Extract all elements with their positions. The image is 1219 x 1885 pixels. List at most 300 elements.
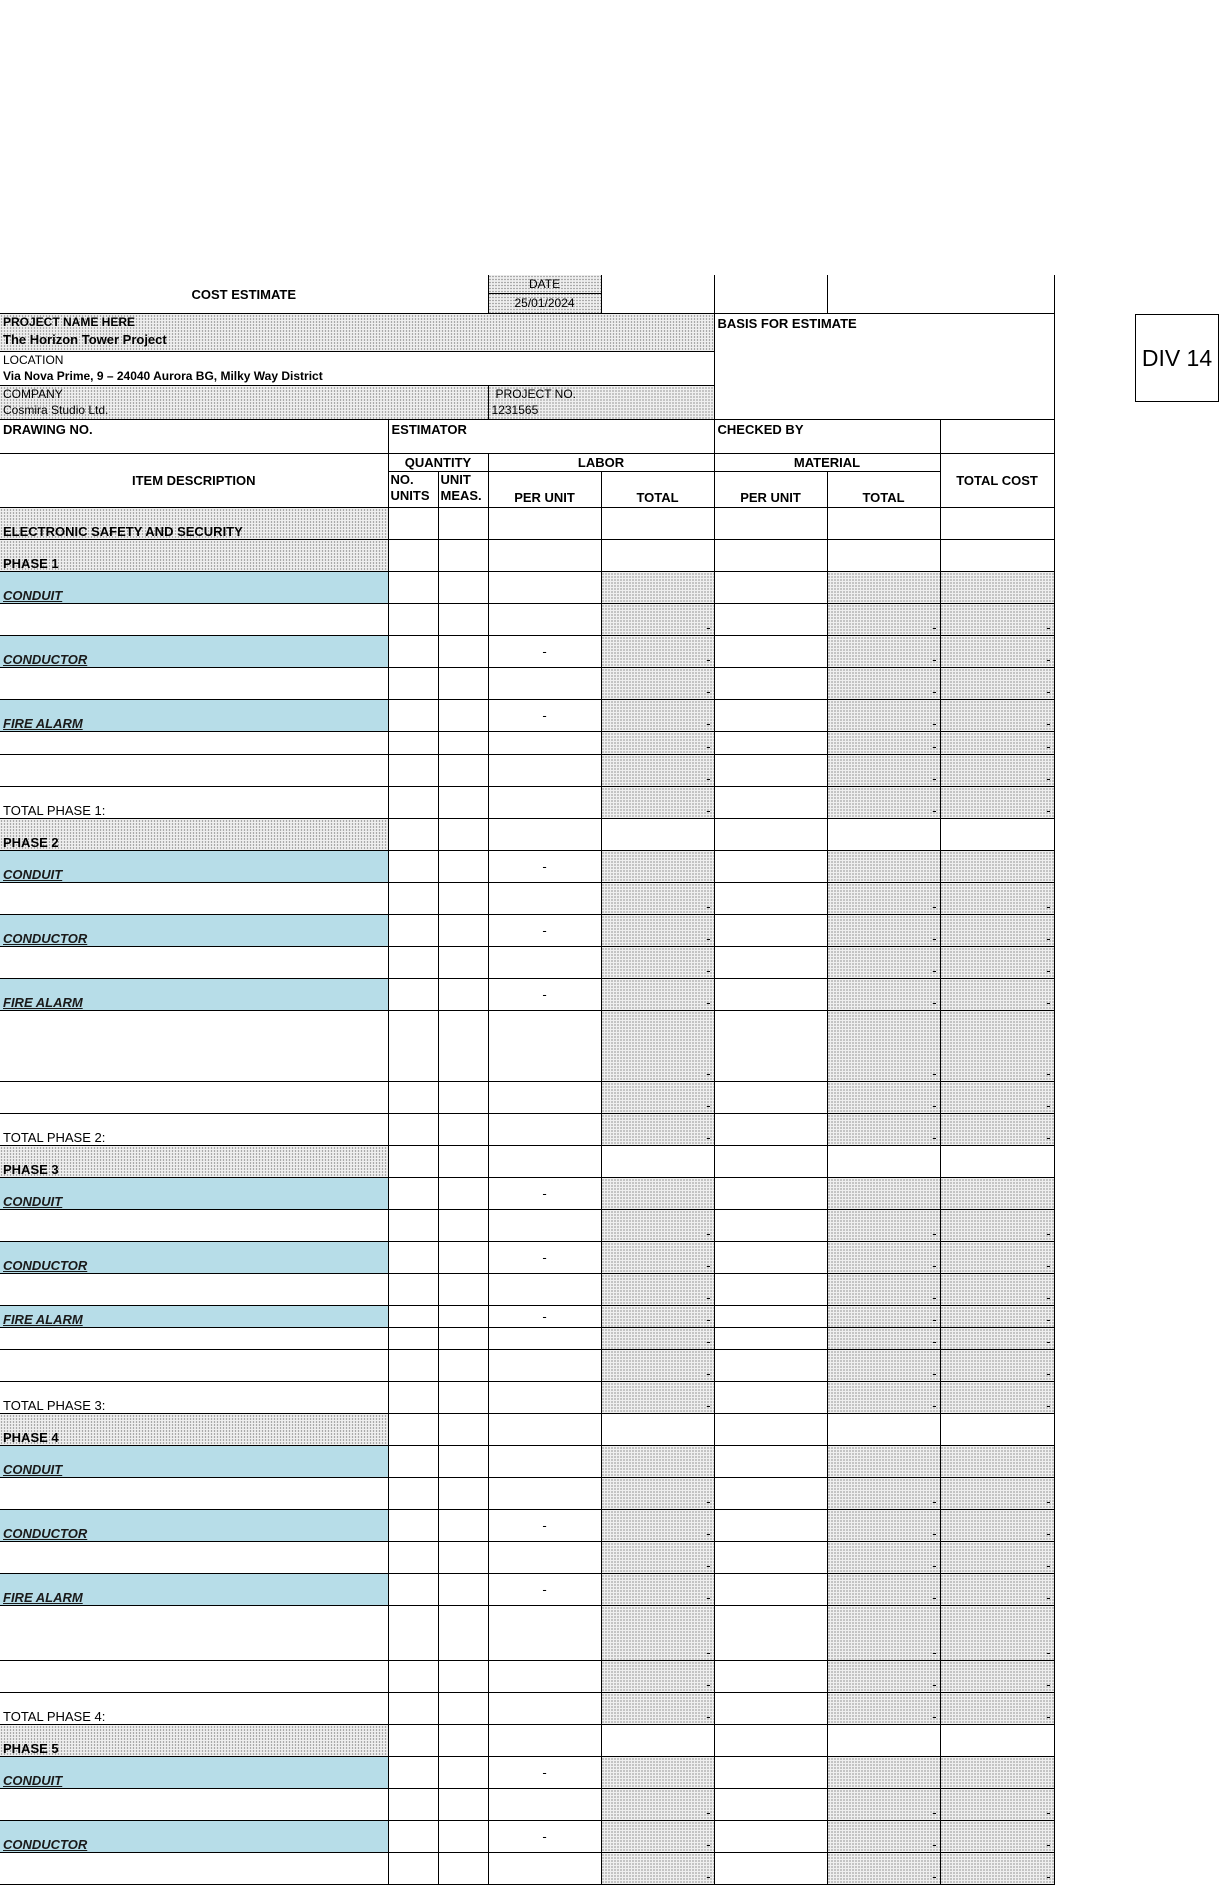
material-per-unit-cell[interactable] (714, 1693, 827, 1725)
no-units-cell[interactable] (388, 572, 438, 604)
unit-meas-cell[interactable] (438, 787, 488, 819)
labor-per-unit-cell[interactable]: - (488, 1574, 601, 1606)
unit-meas-cell[interactable] (438, 1446, 488, 1478)
total-cost-cell[interactable]: - (940, 1306, 1054, 1328)
no-units-cell[interactable] (388, 1274, 438, 1306)
labor-total-cell[interactable]: - (601, 1382, 714, 1414)
unit-meas-cell[interactable] (438, 1242, 488, 1274)
labor-per-unit-cell[interactable]: - (488, 979, 601, 1011)
labor-per-unit-cell[interactable] (488, 1725, 601, 1757)
category-label[interactable]: CONDUCTOR (0, 636, 388, 668)
total-cost-cell[interactable]: - (940, 636, 1054, 668)
material-per-unit-cell[interactable] (714, 1725, 827, 1757)
material-total-cell[interactable]: - (827, 1574, 940, 1606)
unit-meas-cell[interactable] (438, 947, 488, 979)
no-units-cell[interactable] (388, 1210, 438, 1242)
labor-total-cell[interactable]: - (601, 1082, 714, 1114)
no-units-cell[interactable] (388, 1725, 438, 1757)
material-per-unit-cell[interactable] (714, 636, 827, 668)
unit-meas-cell[interactable] (438, 1789, 488, 1821)
material-per-unit-cell[interactable] (714, 1178, 827, 1210)
labor-total-cell[interactable]: - (601, 1011, 714, 1082)
labor-total-cell[interactable]: - (601, 1210, 714, 1242)
total-cost-cell[interactable] (940, 1446, 1054, 1478)
category-label[interactable]: FIRE ALARM (0, 979, 388, 1011)
item-description[interactable] (0, 604, 388, 636)
material-per-unit-cell[interactable] (714, 540, 827, 572)
phase-label[interactable]: PHASE 3 (0, 1146, 388, 1178)
category-label[interactable]: CONDUIT (0, 1446, 388, 1478)
unit-meas-cell[interactable] (438, 1478, 488, 1510)
labor-total-cell[interactable]: - (601, 1274, 714, 1306)
material-total-cell[interactable]: - (827, 1306, 940, 1328)
category-label[interactable]: CONDUCTOR (0, 1821, 388, 1853)
category-label[interactable]: CONDUCTOR (0, 1510, 388, 1542)
cell[interactable] (940, 508, 1054, 540)
labor-total-cell[interactable] (601, 572, 714, 604)
unit-meas-cell[interactable] (438, 1606, 488, 1661)
material-per-unit-cell[interactable] (714, 819, 827, 851)
unit-meas-cell[interactable] (438, 1542, 488, 1574)
unit-meas-cell[interactable] (438, 883, 488, 915)
labor-per-unit-cell[interactable] (488, 1853, 601, 1885)
material-total-cell[interactable]: - (827, 1853, 940, 1885)
material-total-cell[interactable]: - (827, 1114, 940, 1146)
total-cost-cell[interactable] (940, 1757, 1054, 1789)
labor-total-cell[interactable] (601, 1725, 714, 1757)
no-units-cell[interactable] (388, 1114, 438, 1146)
phase-label[interactable]: PHASE 5 (0, 1725, 388, 1757)
no-units-cell[interactable] (388, 851, 438, 883)
total-cost-cell[interactable] (940, 1146, 1054, 1178)
labor-total-cell[interactable] (601, 1414, 714, 1446)
labor-total-cell[interactable]: - (601, 979, 714, 1011)
labor-per-unit-cell[interactable]: - (488, 1306, 601, 1328)
no-units-cell[interactable] (388, 1661, 438, 1693)
no-units-cell[interactable] (388, 1350, 438, 1382)
material-total-cell[interactable]: - (827, 1274, 940, 1306)
total-cost-cell[interactable]: - (940, 915, 1054, 947)
labor-total-cell[interactable]: - (601, 1510, 714, 1542)
labor-per-unit-cell[interactable]: - (488, 1821, 601, 1853)
labor-total-cell[interactable]: - (601, 668, 714, 700)
material-per-unit-cell[interactable] (714, 1606, 827, 1661)
unit-meas-cell[interactable] (438, 732, 488, 755)
material-total-cell[interactable]: - (827, 1210, 940, 1242)
material-total-cell[interactable] (827, 1725, 940, 1757)
labor-total-cell[interactable]: - (601, 1821, 714, 1853)
cell[interactable] (438, 508, 488, 540)
item-description[interactable] (0, 732, 388, 755)
labor-per-unit-cell[interactable] (488, 540, 601, 572)
unit-meas-cell[interactable] (438, 819, 488, 851)
phase-total-label[interactable]: TOTAL PHASE 2: (0, 1114, 388, 1146)
unit-meas-cell[interactable] (438, 604, 488, 636)
item-description[interactable] (0, 755, 388, 787)
material-per-unit-cell[interactable] (714, 1510, 827, 1542)
no-units-cell[interactable] (388, 1510, 438, 1542)
unit-meas-cell[interactable] (438, 668, 488, 700)
material-per-unit-cell[interactable] (714, 668, 827, 700)
total-cost-cell[interactable]: - (940, 787, 1054, 819)
item-description[interactable] (0, 1789, 388, 1821)
labor-total-cell[interactable] (601, 1757, 714, 1789)
material-total-cell[interactable]: - (827, 1789, 940, 1821)
no-units-cell[interactable] (388, 755, 438, 787)
material-total-cell[interactable] (827, 1414, 940, 1446)
unit-meas-cell[interactable] (438, 1853, 488, 1885)
unit-meas-cell[interactable] (438, 1382, 488, 1414)
labor-total-cell[interactable] (601, 1446, 714, 1478)
item-description[interactable] (0, 1210, 388, 1242)
unit-meas-cell[interactable] (438, 1306, 488, 1328)
material-per-unit-cell[interactable] (714, 883, 827, 915)
total-cost-cell[interactable]: - (940, 947, 1054, 979)
material-per-unit-cell[interactable] (714, 1574, 827, 1606)
labor-per-unit-cell[interactable] (488, 1146, 601, 1178)
no-units-cell[interactable] (388, 883, 438, 915)
material-total-cell[interactable]: - (827, 700, 940, 732)
labor-per-unit-cell[interactable] (488, 1414, 601, 1446)
category-label[interactable]: CONDUIT (0, 1757, 388, 1789)
total-cost-cell[interactable]: - (940, 1510, 1054, 1542)
material-total-cell[interactable]: - (827, 947, 940, 979)
total-cost-cell[interactable]: - (940, 1011, 1054, 1082)
no-units-cell[interactable] (388, 1382, 438, 1414)
total-cost-cell[interactable]: - (940, 1082, 1054, 1114)
material-per-unit-cell[interactable] (714, 1542, 827, 1574)
labor-per-unit-cell[interactable]: - (488, 636, 601, 668)
unit-meas-cell[interactable] (438, 1011, 488, 1082)
labor-total-cell[interactable] (601, 819, 714, 851)
no-units-cell[interactable] (388, 1606, 438, 1661)
total-cost-cell[interactable]: - (940, 1693, 1054, 1725)
material-total-cell[interactable]: - (827, 1242, 940, 1274)
unit-meas-cell[interactable] (438, 1725, 488, 1757)
no-units-cell[interactable] (388, 1446, 438, 1478)
total-cost-cell[interactable]: - (940, 883, 1054, 915)
material-per-unit-cell[interactable] (714, 1306, 827, 1328)
material-total-cell[interactable] (827, 1178, 940, 1210)
material-total-cell[interactable]: - (827, 1478, 940, 1510)
material-per-unit-cell[interactable] (714, 732, 827, 755)
phase-total-label[interactable]: TOTAL PHASE 3: (0, 1382, 388, 1414)
labor-total-cell[interactable] (601, 1146, 714, 1178)
labor-total-cell[interactable]: - (601, 732, 714, 755)
item-description[interactable] (0, 1606, 388, 1661)
material-per-unit-cell[interactable] (714, 604, 827, 636)
unit-meas-cell[interactable] (438, 1414, 488, 1446)
material-total-cell[interactable]: - (827, 1542, 940, 1574)
labor-per-unit-cell[interactable] (488, 1478, 601, 1510)
total-cost-cell[interactable]: - (940, 1542, 1054, 1574)
material-per-unit-cell[interactable] (714, 1478, 827, 1510)
category-label[interactable]: CONDUIT (0, 851, 388, 883)
unit-meas-cell[interactable] (438, 1274, 488, 1306)
labor-per-unit-cell[interactable] (488, 1328, 601, 1350)
total-cost-cell[interactable]: - (940, 1478, 1054, 1510)
material-per-unit-cell[interactable] (714, 1789, 827, 1821)
item-description[interactable] (0, 1082, 388, 1114)
no-units-cell[interactable] (388, 787, 438, 819)
labor-total-cell[interactable]: - (601, 1328, 714, 1350)
labor-total-cell[interactable]: - (601, 1789, 714, 1821)
date-cell[interactable] (488, 275, 601, 314)
no-units-cell[interactable] (388, 1082, 438, 1114)
no-units-cell[interactable] (388, 1757, 438, 1789)
material-per-unit-cell[interactable] (714, 1853, 827, 1885)
unit-meas-cell[interactable] (438, 1146, 488, 1178)
category-label[interactable]: FIRE ALARM (0, 1306, 388, 1328)
item-description[interactable] (0, 1350, 388, 1382)
labor-per-unit-cell[interactable]: - (488, 1242, 601, 1274)
labor-total-cell[interactable]: - (601, 755, 714, 787)
material-per-unit-cell[interactable] (714, 1114, 827, 1146)
unit-meas-cell[interactable] (438, 1350, 488, 1382)
unit-meas-cell[interactable] (438, 700, 488, 732)
material-total-cell[interactable]: - (827, 915, 940, 947)
material-total-cell[interactable] (827, 819, 940, 851)
unit-meas-cell[interactable] (438, 1661, 488, 1693)
material-total-cell[interactable]: - (827, 604, 940, 636)
project-name-cell[interactable] (0, 314, 714, 352)
material-per-unit-cell[interactable] (714, 979, 827, 1011)
material-total-cell[interactable]: - (827, 1693, 940, 1725)
unit-meas-cell[interactable] (438, 1328, 488, 1350)
labor-total-cell[interactable]: - (601, 1661, 714, 1693)
material-per-unit-cell[interactable] (714, 1011, 827, 1082)
total-cost-cell[interactable]: - (940, 1210, 1054, 1242)
material-total-cell[interactable]: - (827, 979, 940, 1011)
material-total-cell[interactable]: - (827, 668, 940, 700)
no-units-cell[interactable] (388, 1853, 438, 1885)
material-per-unit-cell[interactable] (714, 1661, 827, 1693)
unit-meas-cell[interactable] (438, 572, 488, 604)
material-per-unit-cell[interactable] (714, 851, 827, 883)
material-per-unit-cell[interactable] (714, 1821, 827, 1853)
project-no-cell[interactable] (488, 386, 714, 420)
material-per-unit-cell[interactable] (714, 1274, 827, 1306)
material-per-unit-cell[interactable] (714, 1242, 827, 1274)
labor-total-cell[interactable]: - (601, 1242, 714, 1274)
cell[interactable] (714, 508, 827, 540)
phase-label[interactable]: PHASE 1 (0, 540, 388, 572)
category-label[interactable]: FIRE ALARM (0, 700, 388, 732)
labor-total-cell[interactable]: - (601, 604, 714, 636)
cell[interactable] (601, 508, 714, 540)
total-cost-cell[interactable]: - (940, 700, 1054, 732)
drawing-no-cell[interactable] (0, 420, 388, 454)
total-cost-cell[interactable]: - (940, 668, 1054, 700)
no-units-cell[interactable] (388, 604, 438, 636)
no-units-cell[interactable] (388, 1328, 438, 1350)
no-units-cell[interactable] (388, 732, 438, 755)
phase-total-label[interactable]: TOTAL PHASE 4: (0, 1693, 388, 1725)
total-cost-cell[interactable]: - (940, 1350, 1054, 1382)
total-cost-cell[interactable]: - (940, 1242, 1054, 1274)
labor-per-unit-cell[interactable] (488, 1082, 601, 1114)
labor-total-cell[interactable]: - (601, 636, 714, 668)
item-description[interactable] (0, 883, 388, 915)
labor-total-cell[interactable]: - (601, 1114, 714, 1146)
material-total-cell[interactable]: - (827, 1350, 940, 1382)
unit-meas-cell[interactable] (438, 1114, 488, 1146)
total-cost-cell[interactable]: - (940, 1853, 1054, 1885)
total-cost-cell[interactable]: - (940, 1789, 1054, 1821)
material-total-cell[interactable]: - (827, 1382, 940, 1414)
labor-total-cell[interactable] (601, 851, 714, 883)
material-per-unit-cell[interactable] (714, 1350, 827, 1382)
no-units-cell[interactable] (388, 1414, 438, 1446)
estimator-cell[interactable] (388, 420, 714, 454)
material-total-cell[interactable]: - (827, 1510, 940, 1542)
total-cost-cell[interactable]: - (940, 1661, 1054, 1693)
total-cost-cell[interactable] (940, 819, 1054, 851)
no-units-cell[interactable] (388, 668, 438, 700)
material-total-cell[interactable] (827, 1757, 940, 1789)
total-cost-cell[interactable]: - (940, 1114, 1054, 1146)
labor-per-unit-cell[interactable] (488, 604, 601, 636)
labor-per-unit-cell[interactable]: - (488, 1757, 601, 1789)
labor-per-unit-cell[interactable]: - (488, 915, 601, 947)
labor-per-unit-cell[interactable] (488, 1210, 601, 1242)
unit-meas-cell[interactable] (438, 1757, 488, 1789)
labor-total-cell[interactable]: - (601, 883, 714, 915)
total-cost-cell[interactable]: - (940, 1382, 1054, 1414)
material-per-unit-cell[interactable] (714, 1210, 827, 1242)
no-units-cell[interactable] (388, 1821, 438, 1853)
labor-per-unit-cell[interactable]: - (488, 1510, 601, 1542)
material-per-unit-cell[interactable] (714, 572, 827, 604)
total-cost-cell[interactable]: - (940, 979, 1054, 1011)
item-description[interactable] (0, 1542, 388, 1574)
material-per-unit-cell[interactable] (714, 1146, 827, 1178)
no-units-cell[interactable] (388, 1542, 438, 1574)
total-cost-cell[interactable]: - (940, 755, 1054, 787)
item-description[interactable] (0, 668, 388, 700)
material-total-cell[interactable]: - (827, 732, 940, 755)
no-units-cell[interactable] (388, 1242, 438, 1274)
checked-by-value[interactable] (940, 420, 1054, 454)
material-total-cell[interactable] (827, 540, 940, 572)
material-total-cell[interactable]: - (827, 787, 940, 819)
labor-per-unit-cell[interactable] (488, 1542, 601, 1574)
no-units-cell[interactable] (388, 1574, 438, 1606)
no-units-cell[interactable] (388, 979, 438, 1011)
labor-per-unit-cell[interactable] (488, 1114, 601, 1146)
labor-per-unit-cell[interactable] (488, 732, 601, 755)
labor-per-unit-cell[interactable] (488, 787, 601, 819)
total-cost-cell[interactable]: - (940, 1606, 1054, 1661)
unit-meas-cell[interactable] (438, 1178, 488, 1210)
labor-per-unit-cell[interactable] (488, 755, 601, 787)
material-total-cell[interactable] (827, 851, 940, 883)
labor-total-cell[interactable]: - (601, 1574, 714, 1606)
basis-for-estimate-cell[interactable] (714, 314, 1054, 420)
no-units-cell[interactable] (388, 1146, 438, 1178)
labor-total-cell[interactable]: - (601, 1853, 714, 1885)
material-per-unit-cell[interactable] (714, 1328, 827, 1350)
unit-meas-cell[interactable] (438, 979, 488, 1011)
labor-per-unit-cell[interactable] (488, 947, 601, 979)
labor-total-cell[interactable]: - (601, 915, 714, 947)
labor-per-unit-cell[interactable]: - (488, 851, 601, 883)
labor-total-cell[interactable]: - (601, 1542, 714, 1574)
material-per-unit-cell[interactable] (714, 1757, 827, 1789)
unit-meas-cell[interactable] (438, 636, 488, 668)
no-units-cell[interactable] (388, 540, 438, 572)
labor-total-cell[interactable]: - (601, 1306, 714, 1328)
labor-total-cell[interactable] (601, 540, 714, 572)
labor-total-cell[interactable]: - (601, 1693, 714, 1725)
total-cost-cell[interactable]: - (940, 1328, 1054, 1350)
labor-per-unit-cell[interactable] (488, 1693, 601, 1725)
labor-total-cell[interactable]: - (601, 947, 714, 979)
unit-meas-cell[interactable] (438, 915, 488, 947)
labor-per-unit-cell[interactable] (488, 1446, 601, 1478)
labor-total-cell[interactable]: - (601, 787, 714, 819)
item-description[interactable] (0, 1011, 388, 1082)
material-total-cell[interactable]: - (827, 1328, 940, 1350)
unit-meas-cell[interactable] (438, 540, 488, 572)
unit-meas-cell[interactable] (438, 1574, 488, 1606)
labor-per-unit-cell[interactable] (488, 1789, 601, 1821)
labor-per-unit-cell[interactable] (488, 819, 601, 851)
cell[interactable] (488, 508, 601, 540)
phase-label[interactable]: PHASE 2 (0, 819, 388, 851)
item-description[interactable] (0, 947, 388, 979)
material-per-unit-cell[interactable] (714, 787, 827, 819)
unit-meas-cell[interactable] (438, 1693, 488, 1725)
labor-per-unit-cell[interactable] (488, 1350, 601, 1382)
total-cost-cell[interactable] (940, 851, 1054, 883)
material-per-unit-cell[interactable] (714, 755, 827, 787)
category-label[interactable]: CONDUIT (0, 1178, 388, 1210)
total-cost-cell[interactable] (940, 540, 1054, 572)
labor-total-cell[interactable]: - (601, 1350, 714, 1382)
labor-total-cell[interactable]: - (601, 1478, 714, 1510)
no-units-cell[interactable] (388, 1011, 438, 1082)
no-units-cell[interactable] (388, 947, 438, 979)
material-total-cell[interactable]: - (827, 755, 940, 787)
material-total-cell[interactable]: - (827, 1821, 940, 1853)
material-per-unit-cell[interactable] (714, 1082, 827, 1114)
labor-per-unit-cell[interactable] (488, 1011, 601, 1082)
category-label[interactable]: CONDUCTOR (0, 915, 388, 947)
material-per-unit-cell[interactable] (714, 1382, 827, 1414)
labor-total-cell[interactable] (601, 1178, 714, 1210)
company-cell[interactable] (0, 386, 488, 420)
no-units-cell[interactable] (388, 1693, 438, 1725)
labor-total-cell[interactable]: - (601, 1606, 714, 1661)
total-cost-cell[interactable] (940, 572, 1054, 604)
category-label[interactable]: FIRE ALARM (0, 1574, 388, 1606)
labor-per-unit-cell[interactable] (488, 668, 601, 700)
item-description[interactable] (0, 1478, 388, 1510)
material-total-cell[interactable]: - (827, 1661, 940, 1693)
material-total-cell[interactable] (827, 1446, 940, 1478)
labor-per-unit-cell[interactable] (488, 1274, 601, 1306)
material-per-unit-cell[interactable] (714, 915, 827, 947)
location-cell[interactable] (0, 352, 714, 386)
total-cost-cell[interactable]: - (940, 1821, 1054, 1853)
material-total-cell[interactable]: - (827, 883, 940, 915)
labor-per-unit-cell[interactable] (488, 1606, 601, 1661)
phase-total-label[interactable]: TOTAL PHASE 1: (0, 787, 388, 819)
labor-per-unit-cell[interactable] (488, 883, 601, 915)
item-description[interactable] (0, 1853, 388, 1885)
material-per-unit-cell[interactable] (714, 700, 827, 732)
